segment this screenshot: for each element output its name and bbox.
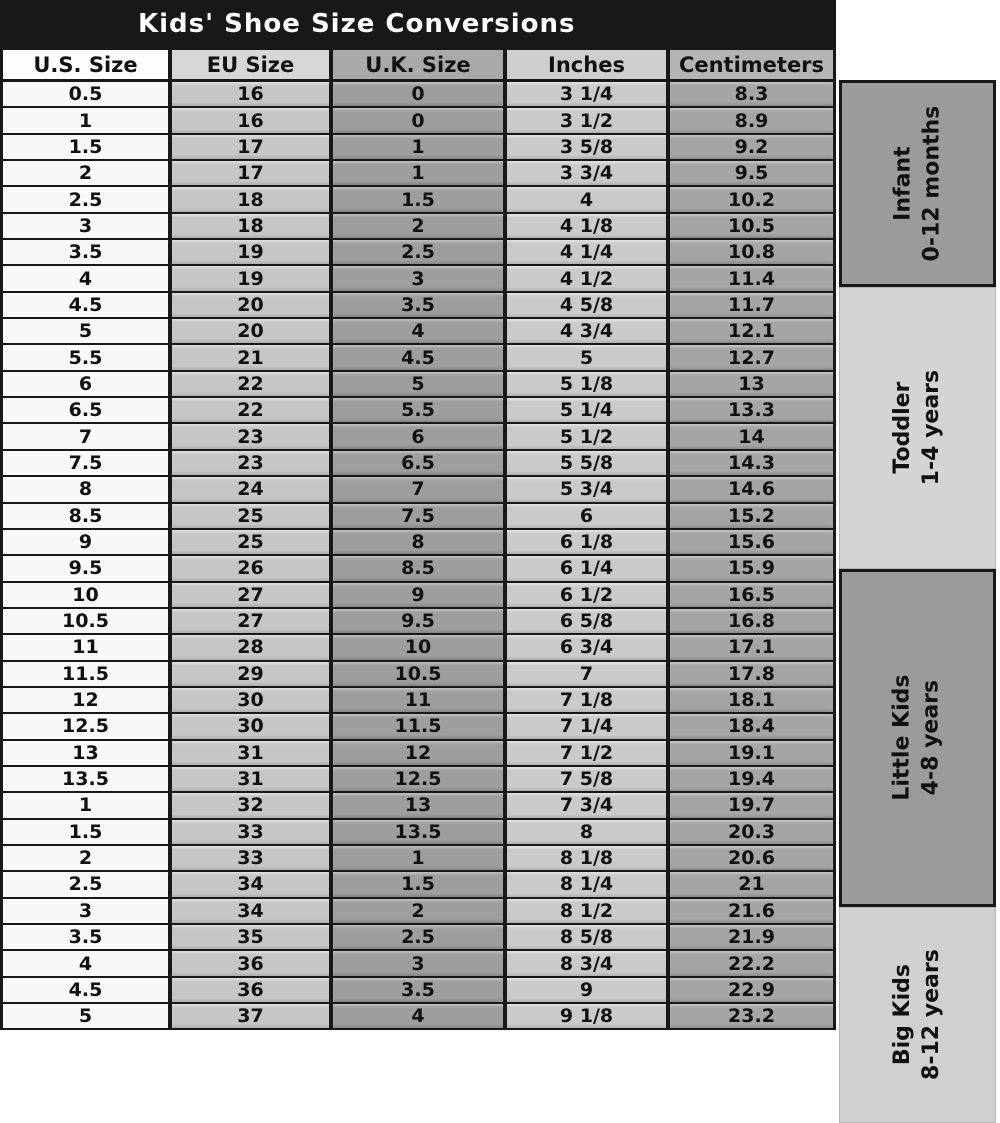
table-cell: 9.5 — [333, 609, 507, 633]
table-cell: 8 3/4 — [507, 951, 670, 975]
table-cell: 7 1/2 — [507, 741, 670, 765]
table-cell: 16 — [172, 82, 333, 106]
table-cell: 35 — [172, 925, 333, 949]
table-cell: 13.5 — [3, 767, 172, 791]
age-group-name: Toddler — [889, 382, 915, 475]
table-cell: 10 — [3, 583, 172, 607]
table-cell: 27 — [172, 583, 333, 607]
table-row — [3, 583, 833, 609]
table-row — [3, 714, 833, 740]
table-cell: 2 — [3, 161, 172, 185]
table-cell: 9.2 — [670, 135, 833, 159]
table-row — [3, 978, 833, 1004]
table-cell: 5 3/4 — [507, 477, 670, 501]
table-cell: 21 — [670, 872, 833, 896]
table-cell: 10.5 — [333, 662, 507, 686]
table-cell: 11.4 — [670, 266, 833, 290]
table-cell: 21.6 — [670, 899, 833, 923]
table-cell: 3 — [333, 951, 507, 975]
age-group-name: Infant — [889, 146, 915, 221]
table-cell: 4.5 — [333, 345, 507, 369]
table-row — [3, 609, 833, 635]
table-cell: 18.1 — [670, 688, 833, 712]
table-cell: 10.5 — [3, 609, 172, 633]
table-cell: 3 — [333, 266, 507, 290]
table-row — [3, 135, 833, 161]
table-cell: 11 — [333, 688, 507, 712]
table-cell: 6 1/8 — [507, 530, 670, 554]
table-cell: 15.6 — [670, 530, 833, 554]
table-cell: 4 — [333, 319, 507, 343]
age-panel-big-kids — [839, 907, 996, 1123]
table-cell: 4.5 — [3, 293, 172, 317]
table-cell: 8.9 — [670, 108, 833, 132]
table-cell: 14.6 — [670, 477, 833, 501]
table-cell: 7.5 — [333, 504, 507, 528]
table-cell: 34 — [172, 872, 333, 896]
table-cell: 17.1 — [670, 635, 833, 659]
table-cell: 7 3/4 — [507, 793, 670, 817]
table-cell: 0.5 — [3, 82, 172, 106]
table-cell: 10.8 — [670, 240, 833, 264]
age-group-range: 1-4 years — [918, 370, 944, 486]
table-row — [3, 793, 833, 819]
table-cell: 3 — [3, 214, 172, 238]
table-cell: 1 — [3, 793, 172, 817]
table-cell: 19.7 — [670, 793, 833, 817]
table-cell: 27 — [172, 609, 333, 633]
table-cell: 3 1/2 — [507, 108, 670, 132]
table-cell: 2 — [333, 899, 507, 923]
table-row — [3, 662, 833, 688]
table-cell: 8 1/4 — [507, 872, 670, 896]
table-cell: 3 1/4 — [507, 82, 670, 106]
table-cell: 30 — [172, 688, 333, 712]
table-cell: 33 — [172, 846, 333, 870]
table-row — [3, 925, 833, 951]
table-cell: 4 1/4 — [507, 240, 670, 264]
table-cell: 23 — [172, 451, 333, 475]
table-cell: 1 — [333, 135, 507, 159]
conversion-table — [0, 48, 836, 1030]
table-cell: 9.5 — [3, 556, 172, 580]
table-row — [3, 1004, 833, 1030]
table-cell: 4 — [3, 951, 172, 975]
table-cell: 9 — [3, 530, 172, 554]
table-cell: 28 — [172, 635, 333, 659]
table-cell: 3.5 — [3, 240, 172, 264]
table-cell: 18 — [172, 214, 333, 238]
table-cell: 0 — [333, 82, 507, 106]
table-cell: 13 — [670, 372, 833, 396]
table-cell: 29 — [172, 662, 333, 686]
table-row — [3, 108, 833, 134]
table-cell: 25 — [172, 504, 333, 528]
table-cell: 8.3 — [670, 82, 833, 106]
table-cell: 11 — [3, 635, 172, 659]
age-panel-little-kids-label — [889, 675, 946, 801]
table-cell: 31 — [172, 741, 333, 765]
table-cell: 6 1/2 — [507, 583, 670, 607]
age-group-range: 4-8 years — [918, 680, 944, 796]
table-cell: 20.6 — [670, 846, 833, 870]
table-body — [3, 82, 833, 1030]
table-cell: 1 — [3, 108, 172, 132]
table-cell: 10 — [333, 635, 507, 659]
table-row — [3, 741, 833, 767]
table-cell: 7 1/8 — [507, 688, 670, 712]
table-cell: 2.5 — [333, 925, 507, 949]
table-cell: 36 — [172, 978, 333, 1002]
table-cell: 5 1/8 — [507, 372, 670, 396]
table-cell: 6.5 — [3, 398, 172, 422]
table-cell: 34 — [172, 899, 333, 923]
table-cell: 5 — [3, 319, 172, 343]
age-panel-big-kids-label — [889, 950, 946, 1081]
table-cell: 21 — [172, 345, 333, 369]
table-cell: 16 — [172, 108, 333, 132]
table-cell: 7 — [333, 477, 507, 501]
table-cell: 17.8 — [670, 662, 833, 686]
table-cell: 9 1/8 — [507, 1004, 670, 1028]
table-row — [3, 951, 833, 977]
age-panel-infant — [839, 80, 996, 287]
table-cell: 8.5 — [333, 556, 507, 580]
column-header-u-k-size: U.K. Size — [333, 50, 507, 79]
table-cell: 3 3/4 — [507, 161, 670, 185]
table-cell: 1 — [333, 846, 507, 870]
table-cell: 4.5 — [3, 978, 172, 1002]
table-cell: 16.5 — [670, 583, 833, 607]
table-cell: 5 — [507, 345, 670, 369]
table-cell: 9 — [333, 583, 507, 607]
table-cell: 12.1 — [670, 319, 833, 343]
table-cell: 8.5 — [3, 504, 172, 528]
table-cell: 14.3 — [670, 451, 833, 475]
table-cell: 7 1/4 — [507, 714, 670, 738]
table-cell: 20.3 — [670, 820, 833, 844]
age-group-name: Big Kids — [889, 964, 915, 1066]
table-row — [3, 240, 833, 266]
age-panel-infant-label — [889, 106, 946, 262]
table-cell: 17 — [172, 161, 333, 185]
table-cell: 4 — [333, 1004, 507, 1028]
age-group-name: Little Kids — [889, 674, 915, 802]
table-cell: 30 — [172, 714, 333, 738]
table-row — [3, 293, 833, 319]
table-cell: 4 3/4 — [507, 319, 670, 343]
table-row — [3, 187, 833, 213]
table-row — [3, 846, 833, 872]
table-cell: 6 — [333, 424, 507, 448]
table-cell: 18 — [172, 187, 333, 211]
table-cell: 36 — [172, 951, 333, 975]
table-cell: 1 — [333, 161, 507, 185]
age-panel-toddler-label — [889, 370, 946, 485]
table-cell: 8 5/8 — [507, 925, 670, 949]
table-row — [3, 504, 833, 530]
table-cell: 3.5 — [333, 978, 507, 1002]
table-cell: 8 — [507, 820, 670, 844]
table-cell: 5 1/2 — [507, 424, 670, 448]
table-cell: 5 1/4 — [507, 398, 670, 422]
table-cell: 5 5/8 — [507, 451, 670, 475]
table-row — [3, 477, 833, 503]
table-cell: 11.5 — [333, 714, 507, 738]
table-row — [3, 451, 833, 477]
table-cell: 11.5 — [3, 662, 172, 686]
table-cell: 7 — [3, 424, 172, 448]
table-row — [3, 556, 833, 582]
table-row — [3, 688, 833, 714]
table-cell: 5.5 — [333, 398, 507, 422]
table-cell: 4 1/8 — [507, 214, 670, 238]
table-cell: 6 3/4 — [507, 635, 670, 659]
table-cell: 20 — [172, 319, 333, 343]
table-row — [3, 398, 833, 424]
table-cell: 26 — [172, 556, 333, 580]
table-cell: 14 — [670, 424, 833, 448]
table-header-row — [3, 50, 833, 82]
table-row — [3, 319, 833, 345]
table-cell: 0 — [333, 108, 507, 132]
table-cell: 19.4 — [670, 767, 833, 791]
table-cell: 19 — [172, 240, 333, 264]
table-cell: 22 — [172, 372, 333, 396]
table-cell: 6 5/8 — [507, 609, 670, 633]
table-cell: 13.5 — [333, 820, 507, 844]
table-cell: 12.5 — [3, 714, 172, 738]
table-cell: 8 — [333, 530, 507, 554]
table-cell: 23 — [172, 424, 333, 448]
table-cell: 25 — [172, 530, 333, 554]
table-cell: 6 — [3, 372, 172, 396]
table-cell: 22.2 — [670, 951, 833, 975]
table-cell: 18.4 — [670, 714, 833, 738]
table-cell: 21.9 — [670, 925, 833, 949]
table-cell: 15.2 — [670, 504, 833, 528]
table-cell: 5 — [3, 1004, 172, 1028]
table-cell: 32 — [172, 793, 333, 817]
column-header-centimeters: Centimeters — [670, 50, 833, 79]
age-group-range: 0-12 months — [918, 105, 944, 262]
table-row — [3, 161, 833, 187]
table-cell: 2.5 — [333, 240, 507, 264]
table-cell: 31 — [172, 767, 333, 791]
table-cell: 2.5 — [3, 872, 172, 896]
table-cell: 1.5 — [333, 872, 507, 896]
table-cell: 23.2 — [670, 1004, 833, 1028]
table-cell: 2 — [3, 846, 172, 870]
table-cell: 6 1/4 — [507, 556, 670, 580]
table-cell: 24 — [172, 477, 333, 501]
column-header-eu-size: EU Size — [172, 50, 333, 79]
table-cell: 12.7 — [670, 345, 833, 369]
table-row — [3, 872, 833, 898]
table-cell: 12 — [333, 741, 507, 765]
table-cell: 3 5/8 — [507, 135, 670, 159]
table-cell: 37 — [172, 1004, 333, 1028]
table-cell: 7 5/8 — [507, 767, 670, 791]
chart-title: Kids' Shoe Size Conversions — [138, 9, 576, 39]
age-panel-little-kids — [839, 569, 996, 907]
table-cell: 5.5 — [3, 345, 172, 369]
table-cell: 6.5 — [333, 451, 507, 475]
column-header-u-s-size: U.S. Size — [3, 50, 172, 79]
table-cell: 6 — [507, 504, 670, 528]
table-cell: 4 — [3, 266, 172, 290]
table-cell: 20 — [172, 293, 333, 317]
table-row — [3, 266, 833, 292]
table-row — [3, 424, 833, 450]
column-header-inches: Inches — [507, 50, 670, 79]
table-cell: 10.2 — [670, 187, 833, 211]
table-cell: 9.5 — [670, 161, 833, 185]
table-row — [3, 635, 833, 661]
table-cell: 10.5 — [670, 214, 833, 238]
table-cell: 8 1/2 — [507, 899, 670, 923]
table-row — [3, 345, 833, 371]
table-row — [3, 372, 833, 398]
table-cell: 11.7 — [670, 293, 833, 317]
table-cell: 13.3 — [670, 398, 833, 422]
table-cell: 7.5 — [3, 451, 172, 475]
chart-title-bar — [0, 0, 836, 48]
table-cell: 15.9 — [670, 556, 833, 580]
table-cell: 1.5 — [3, 820, 172, 844]
table-cell: 3.5 — [3, 925, 172, 949]
table-cell: 13 — [333, 793, 507, 817]
table-cell: 22 — [172, 398, 333, 422]
table-cell: 22.9 — [670, 978, 833, 1002]
table-cell: 4 — [507, 187, 670, 211]
table-cell: 12 — [3, 688, 172, 712]
table-row — [3, 82, 833, 108]
table-cell: 16.8 — [670, 609, 833, 633]
table-cell: 2 — [333, 214, 507, 238]
table-cell: 13 — [3, 741, 172, 765]
table-cell: 9 — [507, 978, 670, 1002]
table-cell: 3 — [3, 899, 172, 923]
table-cell: 19.1 — [670, 741, 833, 765]
table-cell: 7 — [507, 662, 670, 686]
table-row — [3, 899, 833, 925]
table-cell: 3.5 — [333, 293, 507, 317]
table-row — [3, 530, 833, 556]
table-cell: 4 5/8 — [507, 293, 670, 317]
table-cell: 1.5 — [333, 187, 507, 211]
table-cell: 2.5 — [3, 187, 172, 211]
age-panel-toddler — [839, 287, 996, 569]
table-cell: 8 1/8 — [507, 846, 670, 870]
table-cell: 17 — [172, 135, 333, 159]
table-cell: 12.5 — [333, 767, 507, 791]
table-row — [3, 214, 833, 240]
table-row — [3, 820, 833, 846]
table-cell: 4 1/2 — [507, 266, 670, 290]
table-row — [3, 767, 833, 793]
table-cell: 19 — [172, 266, 333, 290]
table-cell: 5 — [333, 372, 507, 396]
table-cell: 8 — [3, 477, 172, 501]
age-group-range: 8-12 years — [918, 949, 944, 1081]
table-cell: 1.5 — [3, 135, 172, 159]
table-cell: 33 — [172, 820, 333, 844]
